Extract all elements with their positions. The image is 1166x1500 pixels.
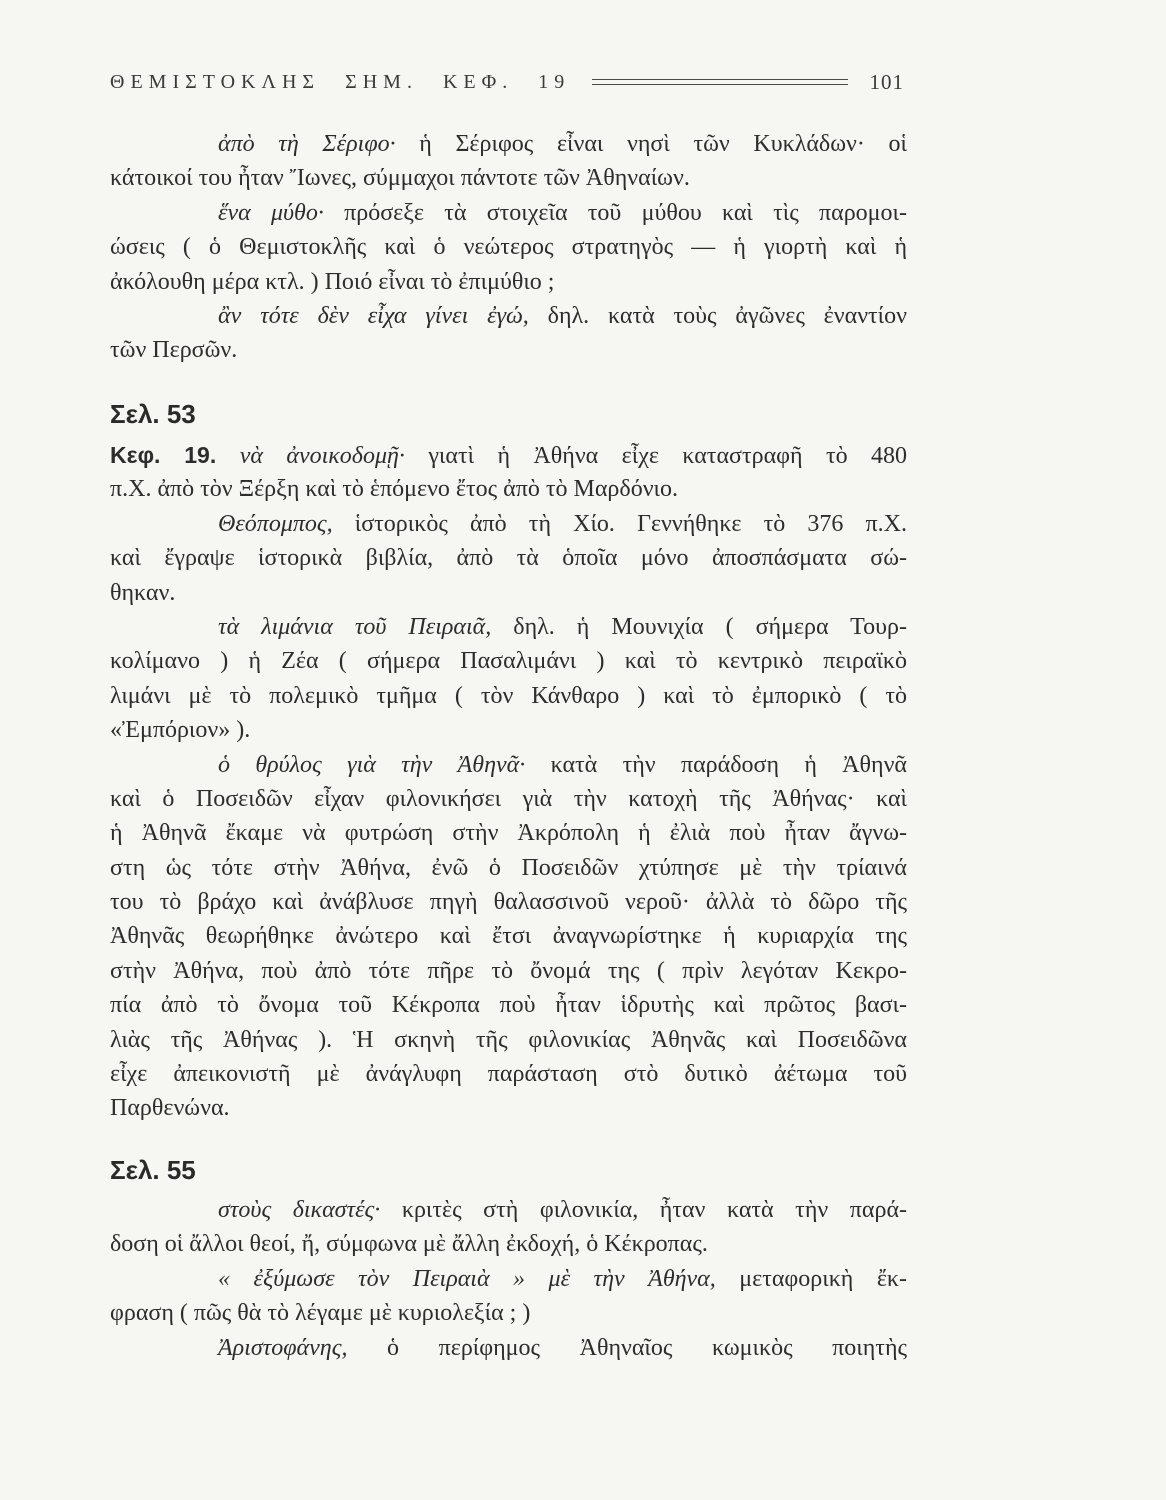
chapter-ref: Κεφ. 19. bbox=[110, 442, 217, 468]
text-line bbox=[110, 299, 907, 333]
line-text: κατὰ τὴν παράδοση ἡ Ἀθηνᾶ bbox=[550, 751, 907, 778]
text-line: κολίμανο ) ἡ Ζέα ( σήμερα Πασαλιμάνι ) καὶ τὸ κεντρικὸ πειραϊκὸ bbox=[110, 648, 907, 675]
italic-lemma: Θεόπομπος, bbox=[218, 510, 333, 537]
italic-lemma: νὰ ἀνοικοδομῇ· bbox=[239, 443, 405, 469]
italic-lemma: τὰ λιμάνια τοῦ Πειραιᾶ, bbox=[218, 613, 492, 640]
text-line: «Ἐμπόριον» ). bbox=[110, 717, 251, 744]
line-text: κριτὲς στὴ φιλονικία, ἦταν κατὰ τὴν παρά- bbox=[401, 1197, 907, 1223]
running-head-title: ΘΕΜΙΣΤΟΚΛΗΣ ΣΗΜ. ΚΕΦ. 19 bbox=[110, 70, 571, 93]
text-line: Παρθενώνα. bbox=[110, 1095, 230, 1122]
text-line: πία ἀπὸ τὸ ὄνομα τοῦ Κέκροπα ποὺ ἦταν ἱδρυτὴς καὶ πρῶτος βασι- bbox=[110, 992, 907, 1019]
line-text: δηλ. κατὰ τοὺς ἀγῶνες ἐναντίον bbox=[547, 302, 907, 329]
line-text: δηλ. ἡ Μουνιχία ( σήμερα Τουρ- bbox=[513, 613, 907, 640]
text-line: ἀκόλουθη μέρα κτλ. ) Ποιό εἶναι τὸ ἐπιμύθιο ; bbox=[110, 268, 555, 295]
text-line: κάτοικοί του ἦταν Ἴωνες, σύμμαχοι πάντοτε τῶν Ἀθηναίων. bbox=[110, 165, 690, 192]
text-line: τῶν Περσῶν. bbox=[110, 337, 238, 364]
italic-lemma: στοὺς δικαστές· bbox=[218, 1197, 381, 1223]
section-heading: Σελ. 55 bbox=[110, 1155, 196, 1185]
italic-lemma: Ἀριστοφάνης, bbox=[218, 1334, 348, 1361]
italic-lemma: « ἐξύμωσε τὸν Πειραιὰ » μὲ τὴν Ἀθήνα, bbox=[218, 1265, 716, 1292]
text-line: λιὰς τῆς Ἀθήνας ). Ἡ σκηνὴ τῆς φιλονικίας Ἀθηνᾶς καὶ Ποσειδῶνα bbox=[110, 1026, 907, 1053]
section-heading: Σελ. 53 bbox=[110, 399, 196, 429]
italic-lemma: ἂν τότε δὲν εἶχα γίνει ἐγώ, bbox=[218, 302, 529, 329]
line-text: ὁ περίφημος Ἀθηναῖος κωμικὸς ποιητὴς bbox=[387, 1334, 907, 1361]
text-line bbox=[110, 438, 907, 472]
notes-block bbox=[110, 438, 907, 1126]
text-line: π.Χ. ἀπὸ τὸν Ξέρξη καὶ τὸ ἑπόμενο ἔτος ἀπὸ τὸ Μαρδόνιο. bbox=[110, 476, 678, 503]
italic-lemma: ἕνα μύθο· bbox=[218, 199, 324, 226]
text-line bbox=[110, 1331, 907, 1365]
header-double-rule bbox=[592, 79, 847, 85]
text-line: καὶ ἔγραψε ἱστορικὰ βιβλία, ἀπὸ τὰ ὁποῖα μόνο ἀποσπάσματα σώ- bbox=[110, 545, 907, 572]
text-line bbox=[110, 127, 907, 161]
notes-block bbox=[110, 127, 907, 368]
text-line bbox=[110, 1193, 907, 1227]
text-line: ἡ Ἀθηνᾶ ἔκαμε νὰ φυτρώση στὴν Ἀκρόπολη ἡ ἐλιὰ ποὺ ἦταν ἄγνω- bbox=[110, 820, 907, 847]
text-line: στη ὡς τότε στὴν Ἀθήνα, ἐνῶ ὁ Ποσειδῶν χτύπησε μὲ τὴν τρίαινά bbox=[110, 854, 907, 881]
text-line: φραση ( πῶς θὰ τὸ λέγαμε μὲ κυριολεξία ; ) bbox=[110, 1300, 531, 1327]
text-line bbox=[110, 1262, 907, 1296]
line-text: ἡ Σέριφος εἶναι νησὶ τῶν Κυκλάδων· οἱ bbox=[419, 131, 907, 157]
text-line: εἶχε ἀπεικονιστῆ μὲ ἀνάγλυφη παράσταση στὸ δυτικὸ ἀέτωμα τοῦ bbox=[110, 1061, 907, 1088]
text-line bbox=[110, 507, 907, 541]
text-line bbox=[110, 610, 907, 644]
text-line: καὶ ὁ Ποσειδῶν εἶχαν φιλονικήσει γιὰ τὴν κατοχὴ τῆς Ἀθήνας· καὶ bbox=[110, 785, 907, 812]
line-text: μεταφορικὴ ἔκ- bbox=[739, 1265, 907, 1292]
italic-lemma: ἀπὸ τὴ Σέριφο· bbox=[218, 131, 396, 157]
text-line bbox=[110, 748, 907, 782]
italic-lemma: ὁ θρύλος γιὰ τὴν Ἀθηνᾶ· bbox=[218, 751, 526, 778]
text-line: του τὸ βράχο καὶ ἀνάβλυσε πηγὴ θαλασσινοῦ νεροῦ· ἀλλὰ τὸ δῶρο τῆς bbox=[110, 889, 907, 916]
notes-block bbox=[110, 1193, 907, 1365]
text-line: Ἀθηνᾶς θεωρήθηκε ἀνώτερο καὶ ἔτσι ἀναγνωρίστηκε ἡ κυριαρχία της bbox=[110, 923, 907, 950]
text-line: θηκαν. bbox=[110, 579, 176, 606]
text-line bbox=[110, 196, 907, 230]
line-text: πρόσεξε τὰ στοιχεῖα τοῦ μύθου καὶ τὶς παρομοι- bbox=[344, 199, 907, 226]
text-line: δοση οἱ ἄλλοι θεοί, ἤ, σύμφωνα μὲ ἄλλη ἐκδοχή, ὁ Κέκροπας. bbox=[110, 1231, 708, 1258]
text-line: ώσεις ( ὁ Θεμιστοκλῆς καὶ ὁ νεώτερος στρατηγὸς — ἡ γιορτὴ καὶ ἡ bbox=[110, 234, 907, 261]
line-text: γιατὶ ἡ Ἀθήνα εἶχε καταστραφῆ τὸ 480 bbox=[428, 443, 907, 469]
text-line: στὴν Ἀθήνα, ποὺ ἀπὸ τότε πῆρε τὸ ὄνομά της ( πρὶν λεγόταν Κεκρο- bbox=[110, 957, 907, 984]
page-number: 101 bbox=[869, 69, 904, 94]
running-header bbox=[110, 69, 904, 95]
line-text: ἱστορικὸς ἀπὸ τὴ Χίο. Γεννήθηκε τὸ 376 π.Χ. bbox=[354, 510, 907, 537]
text-line: λιμάνι μὲ τὸ πολεμικὸ τμῆμα ( τὸν Κάνθαρο ) καὶ τὸ ἐμπορικὸ ( τὸ bbox=[110, 682, 907, 709]
